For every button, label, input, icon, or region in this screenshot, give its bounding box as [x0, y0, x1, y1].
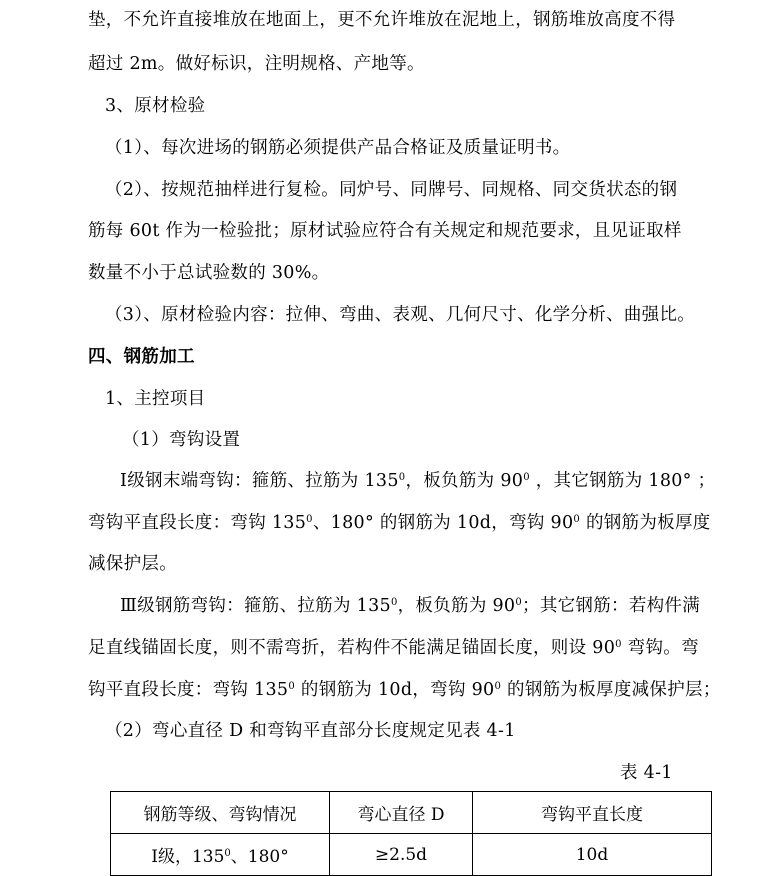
paragraph-line: 垫，不允许直接堆放在地面上，更不允许堆放在泥地上，钢筋堆放高度不得 [88, 10, 676, 30]
degree-superscript: 0 [398, 472, 406, 483]
text-segment: ，板负筋为 90 [405, 471, 524, 491]
text-segment: 钩平直段长度：弯钩 135 [88, 680, 289, 700]
degree-superscript: 0 [390, 597, 398, 608]
text-segment: 足直线锚固长度，则不需弯折，若构件不能满足锚固长度，则设 90 [88, 638, 616, 658]
section-heading: 3、原材检验 [105, 96, 206, 116]
degree-superscript: 0 [306, 514, 313, 525]
text-segment: Ⅰ级，135 [151, 847, 225, 867]
text-segment: 、180° [230, 847, 289, 867]
table-header-cell: 弯心直径 D [330, 792, 473, 834]
paragraph-line: 数量不小于总试验数的 30%。 [88, 263, 330, 283]
paragraph-line: 筋每 60t 作为一检验批；原材试验应符合有关规定和规范要求，且见证取样 [88, 221, 682, 241]
spec-table [110, 791, 712, 876]
paragraph-line [120, 469, 715, 493]
degree-superscript: 0 [494, 681, 502, 692]
paragraph-line [88, 511, 711, 535]
paragraph-line: （3）、原材检验内容：拉伸、弯曲、表观、几何尺寸、化学分析、曲强比。 [105, 305, 696, 325]
text-segment: 的钢筋为板厚度 [580, 513, 711, 533]
paragraph-line: （1）、每次进场的钢筋必须提供产品合格证及质量证明书。 [105, 138, 571, 158]
paragraph-line: （2）弯心直径 D 和弯钩平直部分长度规定见表 4-1 [105, 721, 516, 741]
degree-superscript: 0 [523, 472, 530, 483]
degree-superscript: 0 [573, 514, 581, 525]
degree-superscript: 0 [288, 681, 296, 692]
table-caption: 表 4-1 [620, 763, 673, 783]
section-heading: 1、主控项目 [105, 389, 206, 409]
text-segment: 、180° 的钢筋为 10d，弯钩 90 [312, 513, 574, 533]
table-header-cell: 钢筋等级、弯钩情况 [111, 792, 330, 834]
text-segment: 弯钩平直段长度：弯钩 135 [88, 513, 307, 533]
text-segment: ，其它钢筋为 180° ； [529, 471, 716, 491]
table-cell: ≥2.5d [330, 834, 473, 876]
table-header-cell: 弯钩平直长度 [473, 792, 712, 834]
table-row [111, 834, 712, 876]
table-header-row [111, 792, 712, 834]
degree-superscript: 0 [515, 597, 523, 608]
text-segment: ，板负筋为 90 [397, 596, 516, 616]
chapter-heading: 四、钢筋加工 [88, 347, 195, 367]
paragraph-line [88, 678, 721, 702]
paragraph-line: 超过 2m。做好标识，注明规格、产地等。 [88, 54, 425, 74]
subsection-heading: （1）弯钩设置 [122, 430, 241, 450]
paragraph-line [88, 636, 699, 660]
paragraph-line: 减保护层。 [88, 554, 177, 574]
degree-superscript: 0 [224, 848, 231, 859]
table-cell: 10d [473, 834, 712, 876]
text-segment: Ⅲ级钢筋弯钩：箍筋、拉筋为 135 [120, 596, 391, 616]
text-segment: ；其它钢筋：若构件满 [522, 596, 701, 616]
text-segment: 弯钩。弯 [621, 638, 699, 658]
paragraph-line [120, 594, 700, 618]
paragraph-line: （2）、按规范抽样进行复检。同炉号、同牌号、同规格、同交货状态的钢 [105, 180, 678, 200]
text-segment: 的钢筋为板厚度减保护层； [501, 680, 721, 700]
text-segment: Ⅰ级钢末端弯钩：箍筋、拉筋为 135 [120, 471, 399, 491]
text-segment: 的钢筋为 10d，弯钩 90 [295, 680, 495, 700]
degree-superscript: 0 [615, 639, 622, 650]
table-cell [111, 834, 330, 876]
